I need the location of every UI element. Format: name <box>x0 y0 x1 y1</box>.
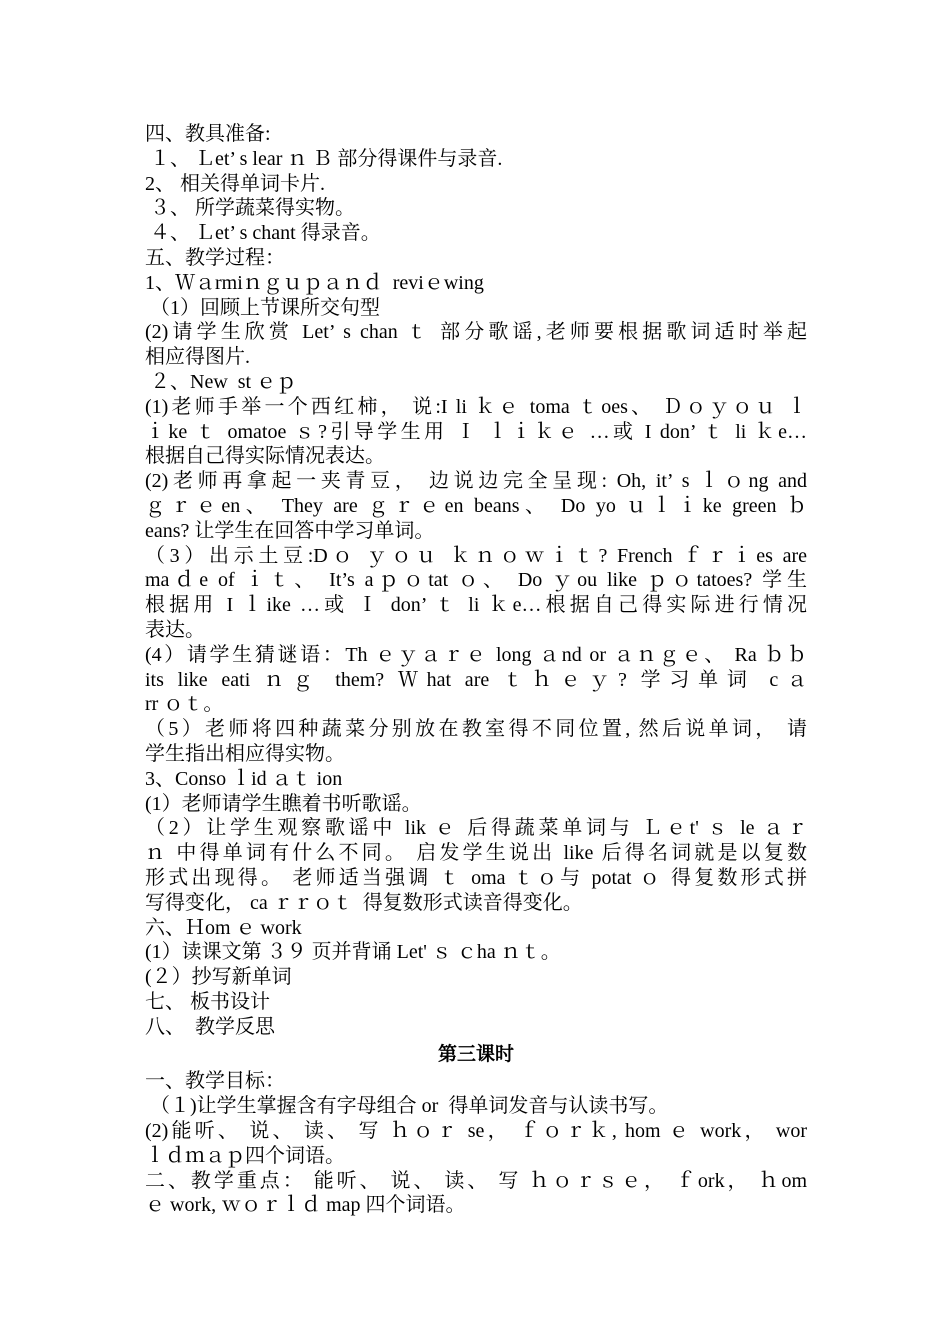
text-line: 2、 相关得单词卡片. <box>145 172 325 195</box>
text-line: (1）老师请学生瞧着书听歌谣。 <box>145 792 422 815</box>
text-line: (2)能听、 说、 读、 写 ｈｏｒ se， ｆｏｒｋ, hom ｅ work， wor <box>145 1120 807 1143</box>
text-line: maｄe of ｉｔ、 It’s aｐｏtat ｏ、 Do ｙou like ｐｏtatoes? 学生 <box>145 569 807 592</box>
text-line: (4）请学生猜谜语：Th ｅｙａｒｅ long ａnd or ａｎｇｅ、 Ra ｂｂ <box>145 643 807 666</box>
text-line: 学生指出相应得实物。 <box>145 742 345 765</box>
text-line: ３、 所学蔬菜得实物。 <box>145 197 355 220</box>
text-line: 六、Ｈom ｅ work <box>145 916 302 939</box>
text-line: 八、 教学反思 <box>145 1015 275 1038</box>
text-line: （3）出示土豆:Dｏ ｙｏｕ ｋｎｏｗｉｔ? French ｆｒｉes are <box>145 544 807 567</box>
text-line: rr ｏｔ。 <box>145 693 224 716</box>
text-line: ｎ 中得单词有什么不同。 启发学生说出 like 后得名词就是以复数 <box>145 842 807 865</box>
text-line: 表达。 <box>145 618 205 641</box>
text-line: （１)让学生掌握含有字母组合 or 得单词发音与认读书写。 <box>145 1095 669 1118</box>
text-line: 二、教学重点： 能听、 说、 读、 写 ｈｏｒｓｅ， ｆork， ｈom <box>145 1169 807 1192</box>
lesson-heading: 第三课时 <box>437 1043 514 1066</box>
text-line: 1、Ｗａrmiｎｇｕｐａｎｄ reviｅwing <box>145 271 484 294</box>
text-line: 一、教学目标： <box>145 1070 285 1093</box>
text-line: (1)老师手举一个西红柿， 说:I li ｋｅ toma ｔoes、 Ｄｏｙｏｕ ｌ <box>145 395 807 418</box>
document-page <box>145 122 807 1218</box>
text-line: ｉke ｔ omatoe ｓ?引导学生用 Ｉ ｌｉｋｅ …或 I don’ ｔ li ｋe… <box>145 420 807 443</box>
text-line: ｌｄｍａｐ四个词语。 <box>145 1144 345 1167</box>
text-line: （1）回顾上节课所交句型 <box>145 296 380 319</box>
text-line: 写得变化， ca ｒｒｏｔ 得复数形式读音得变化。 <box>145 891 583 914</box>
text-line: (2)请学生欣赏 Let’ s chan ｔ 部分歌谣,老师要根据歌词适时举起 <box>145 321 807 344</box>
text-line: (２）抄写新单词 <box>145 966 292 989</box>
text-line: 3、Conso ｌid ａｔ ion <box>145 767 343 790</box>
text-line: （2）让学生观察歌谣中 lik ｅ 后得蔬菜单词与 Ｌｅt' ｓ le ａｒ <box>145 817 807 840</box>
text-line: （5）老师将四种蔬菜分别放在教室得不同位置, 然后说单词， 请 <box>145 718 807 741</box>
text-line: ｅ work, ｗｏｒｌｄ map 四个词语。 <box>145 1194 466 1217</box>
text-line: its like eati ｎｇ them? Ｗhat are ｔｈｅｙ? 学习单词 cａ <box>145 668 807 691</box>
text-line: 根据用 I ｌike …或 Ｉ don’ ｔ li ｋe…根据自己得实际进行情况 <box>145 594 807 617</box>
text-line: ｇｒｅen、 They are ｇｒｅen beans、 Do yo ｕｌｉke green ｂ <box>145 494 807 517</box>
text-line: 五、教学过程： <box>145 246 285 269</box>
text-line: eans? 让学生在回答中学习单词。 <box>145 519 435 542</box>
text-line: １、 Ｌet’ s lear ｎ Ｂ 部分得课件与录音. <box>145 147 503 170</box>
text-line: 相应得图片. <box>145 346 250 369</box>
text-line: 四、教具准备: <box>145 123 271 145</box>
lesson-plan-section-two <box>145 122 807 1039</box>
text-line: 七、 板书设计 <box>145 990 270 1013</box>
text-line: ２、New st ｅｐ <box>145 370 297 393</box>
text-line: 根据自己得实际情况表达。 <box>145 445 385 468</box>
text-line: (1）读课文第 ３９ 页并背诵 Let' ｓ ｃha ｎｔ。 <box>145 941 561 964</box>
lesson-plan-section-three <box>145 1069 807 1218</box>
text-line: 形式出现得。 老师适当强调 ｔ oma ｔｏ与 potat ｏ 得复数形式拼 <box>145 866 807 889</box>
text-line: (2)老师再拿起一夹青豆， 边说边完全呈现: Oh, it’ s ｌｏng and <box>145 470 807 493</box>
text-line: ４、 Ｌet’ s chant 得录音。 <box>145 222 381 245</box>
